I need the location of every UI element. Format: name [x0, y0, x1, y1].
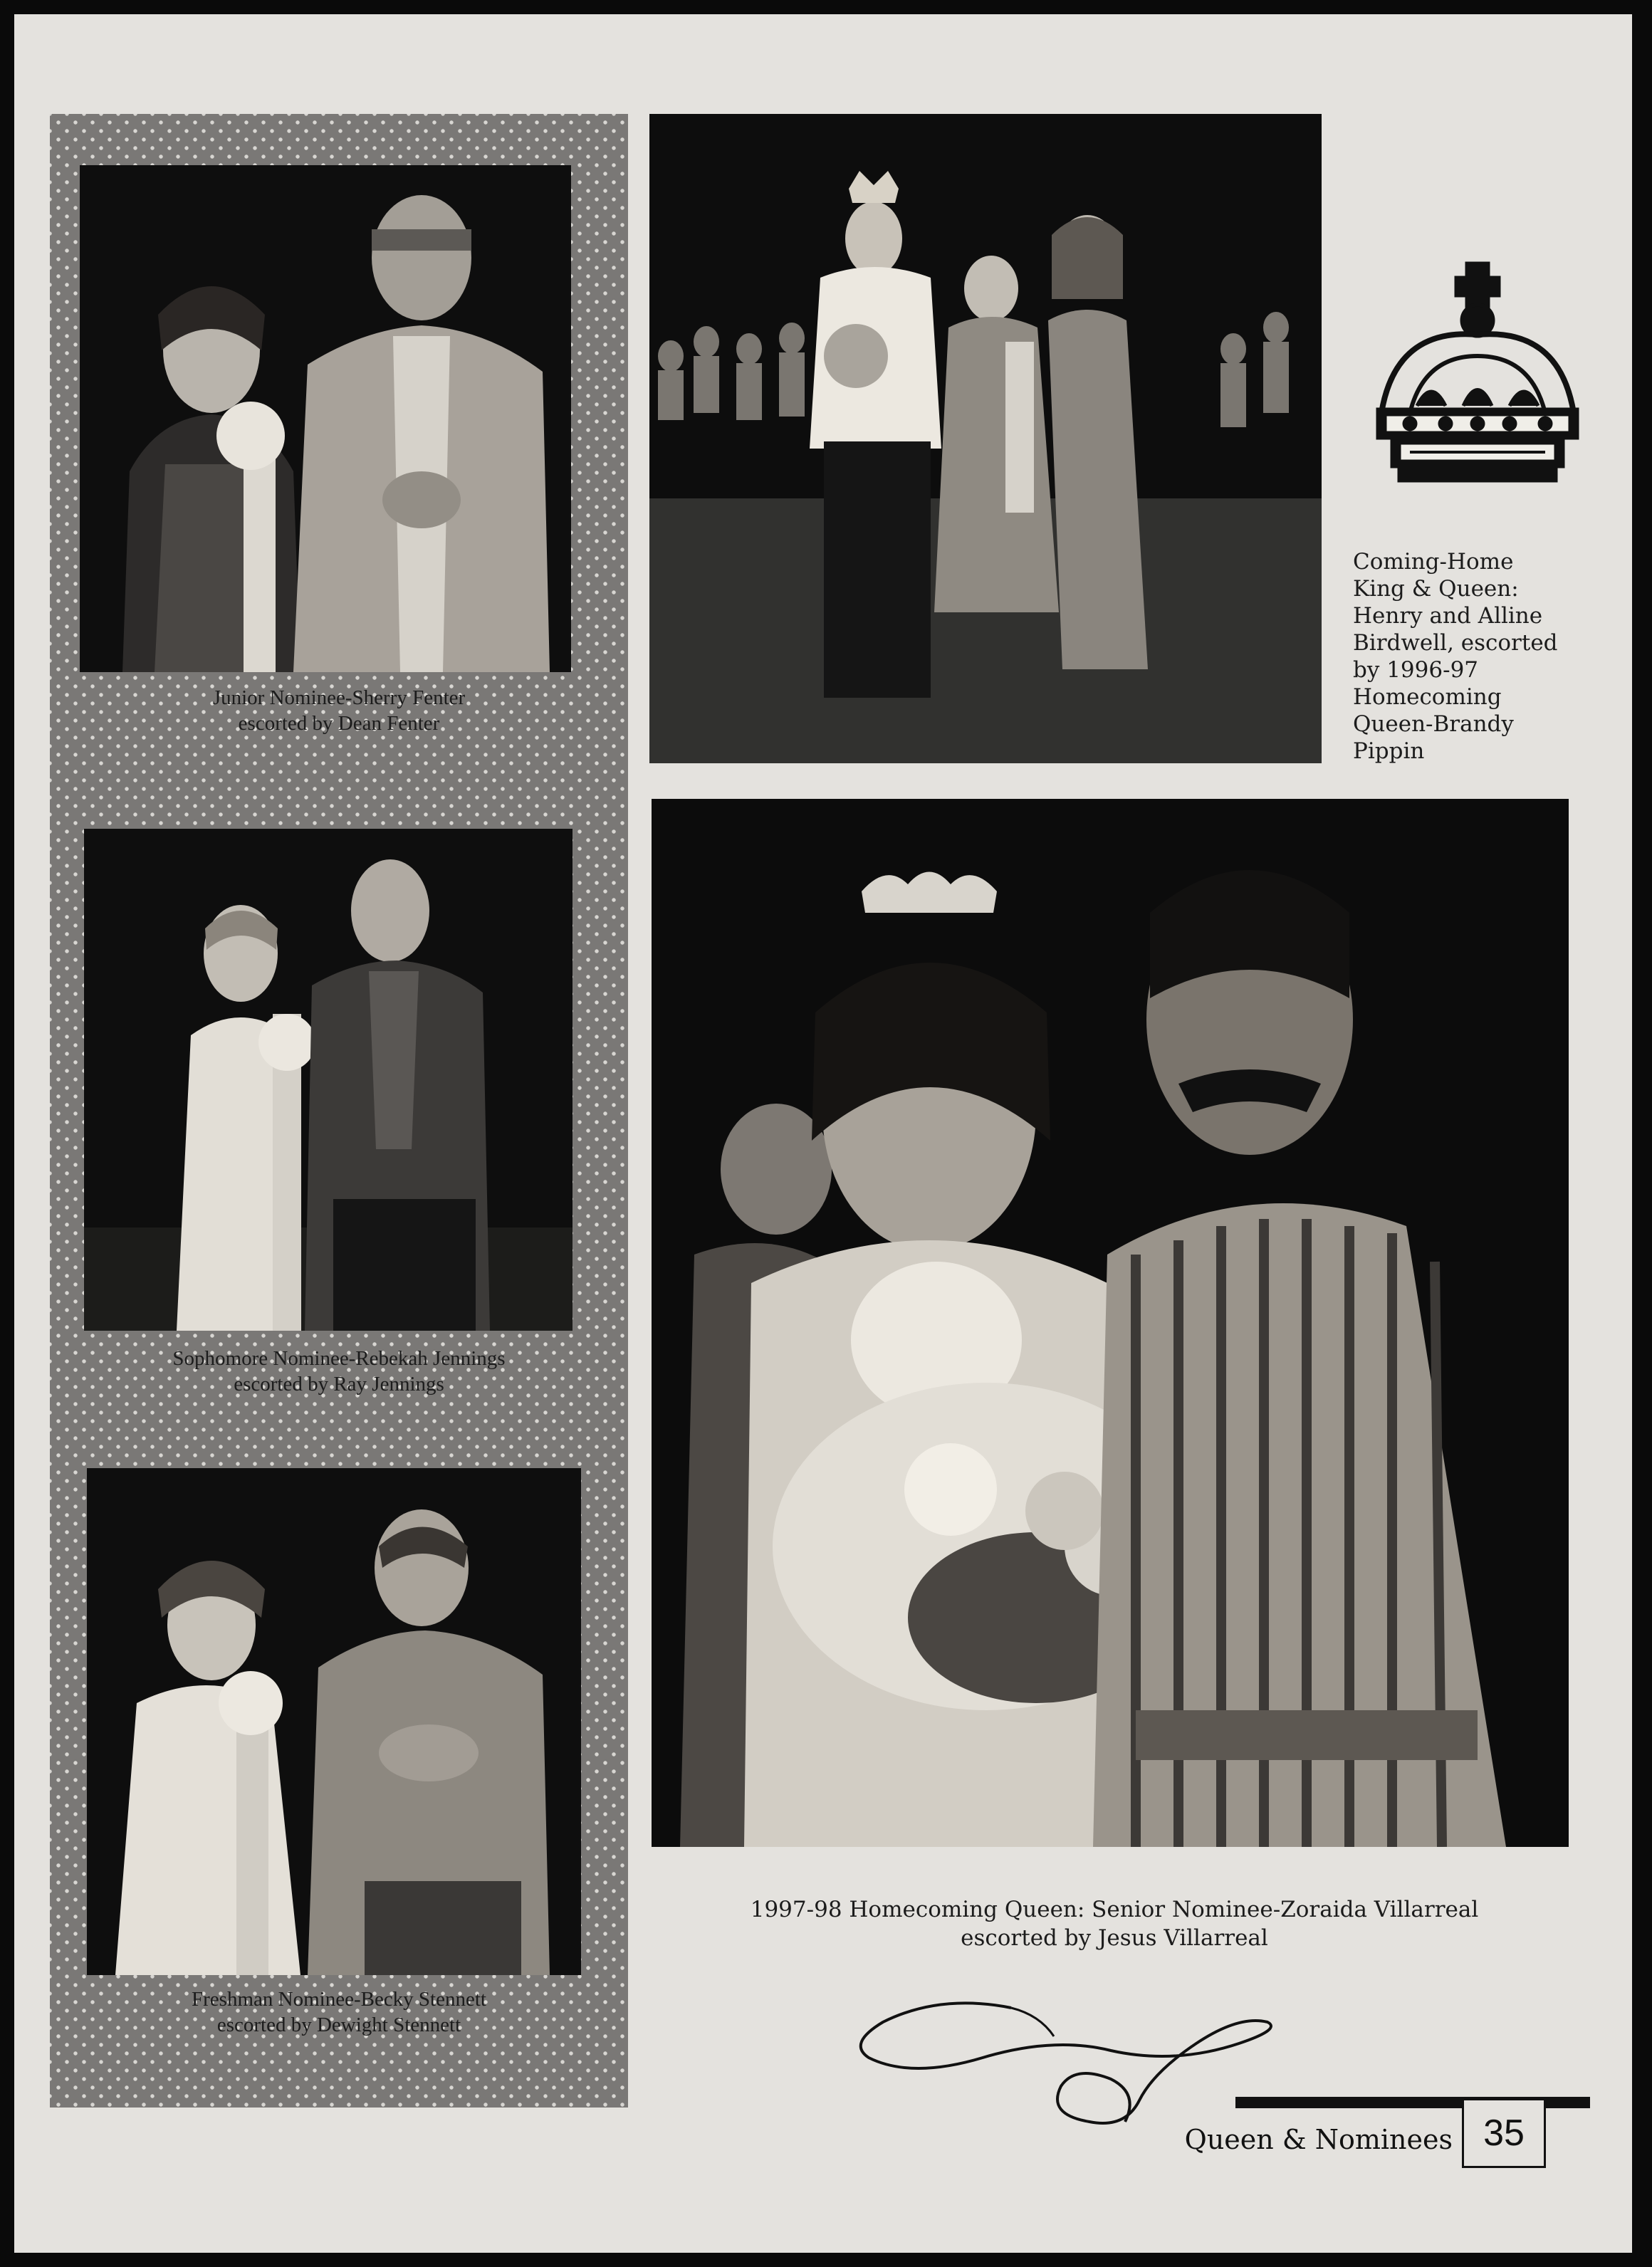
- caption-king-line5: by 1996-97: [1353, 657, 1479, 683]
- photo-king-and-queen: [649, 114, 1322, 763]
- caption-queen-line1: 1997-98 Homecoming Queen: Senior Nominee-Zoraida Villarreal: [750, 1897, 1479, 1922]
- photo-homecoming-queen-image: [652, 799, 1569, 1847]
- caption-junior-line2: escorted by Dean Fenter: [238, 712, 440, 735]
- photo-freshman-nominee: [87, 1468, 581, 1975]
- page-number: 35: [1462, 2100, 1546, 2168]
- caption-king-line1: Coming-Home: [1353, 549, 1514, 575]
- caption-homecoming-queen: [655, 1895, 1574, 1952]
- caption-king-line6: Homecoming: [1353, 684, 1502, 710]
- caption-junior-line1: Junior Nominee-Sherry Fenter: [212, 686, 466, 709]
- photo-freshman-nominee-image: [87, 1468, 581, 1975]
- caption-king-line8: Pippin: [1353, 738, 1425, 764]
- section-title: Queen & Nominees: [1184, 2124, 1453, 2155]
- caption-freshman-line1: Freshman Nominee-Becky Stennett: [192, 1988, 486, 2011]
- caption-sophomore-nominee: [50, 1346, 628, 1397]
- caption-queen-line2: escorted by Jesus Villarreal: [961, 1925, 1268, 1951]
- photo-sophomore-nominee-image: [84, 829, 573, 1331]
- caption-king-and-queen: [1353, 548, 1567, 765]
- caption-sophomore-line2: escorted by Ray Jennings: [234, 1373, 444, 1396]
- nominee-panel: [50, 114, 628, 2108]
- photo-junior-nominee: [80, 165, 571, 672]
- caption-sophomore-line1: Sophomore Nominee-Rebekah Jennings: [172, 1347, 506, 1370]
- caption-king-line4: Birdwell, escorted: [1353, 630, 1558, 656]
- photo-king-and-queen-image: [649, 114, 1322, 763]
- caption-king-line2: King & Queen:: [1353, 576, 1519, 602]
- caption-freshman-line2: escorted by Dewight Stennett: [216, 2014, 461, 2036]
- yearbook-page: [14, 14, 1632, 2253]
- caption-freshman-nominee: [50, 1986, 628, 2038]
- photo-homecoming-queen: [652, 799, 1569, 1847]
- crown-icon: [1367, 256, 1588, 498]
- flourish-ornament: [840, 1979, 1296, 2136]
- caption-king-line7: Queen-Brandy: [1353, 711, 1514, 737]
- caption-king-line3: Henry and Alline: [1353, 603, 1543, 629]
- caption-junior-nominee: [50, 685, 628, 736]
- photo-sophomore-nominee: [84, 829, 573, 1331]
- photo-junior-nominee-image: [80, 165, 571, 672]
